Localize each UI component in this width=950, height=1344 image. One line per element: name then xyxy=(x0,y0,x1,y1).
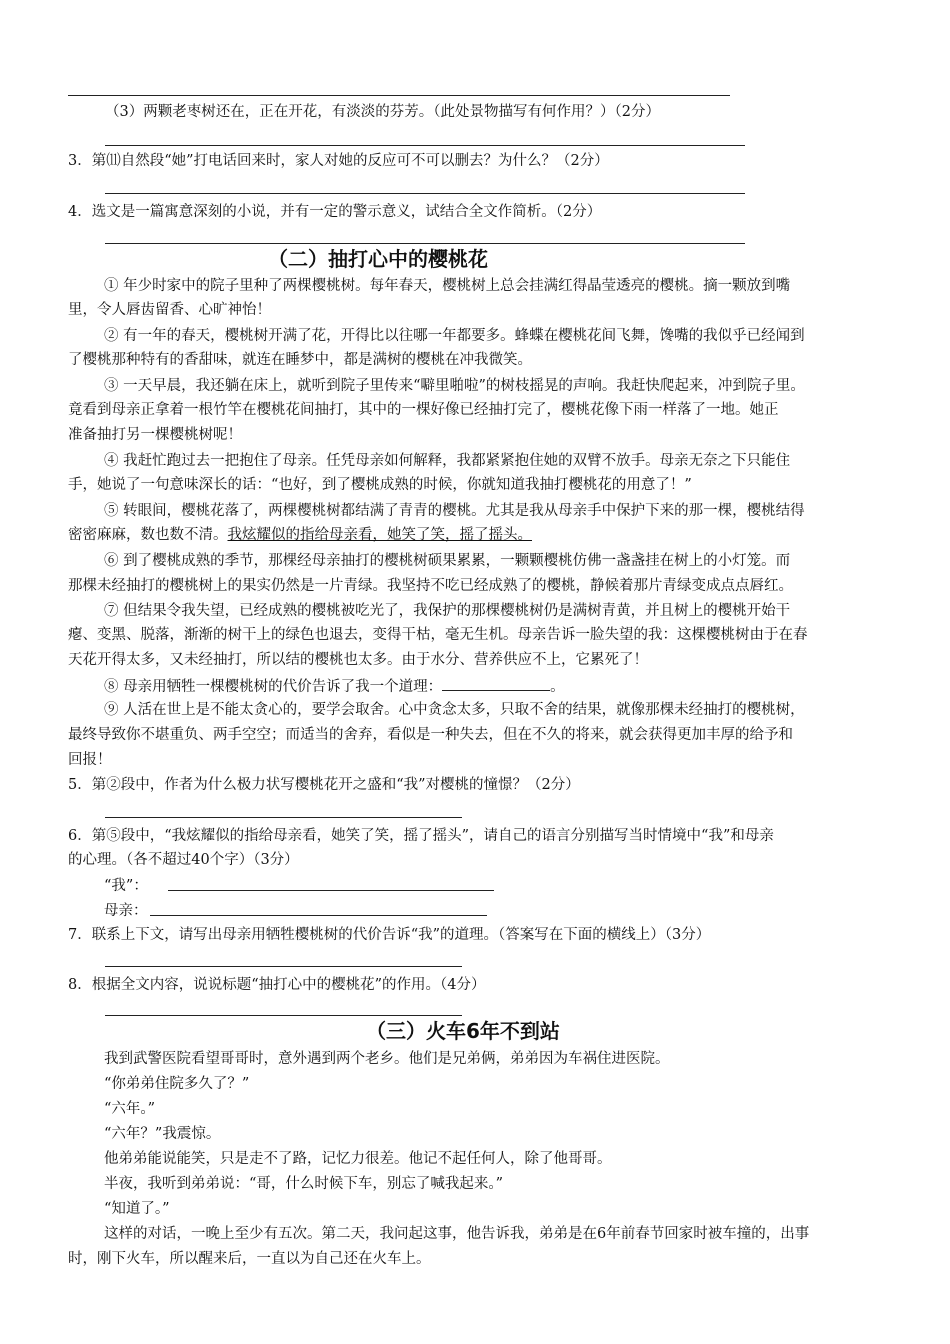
paragraph-7-line: 天花开得太多，又未经抽打，所以结的樱桃也太多。由于水分、营养供应不上，它累死了！ xyxy=(68,652,648,668)
paragraph-3-line: 竟看到母亲正拿着一根竹竿在樱桃花间抽打，其中的一棵好像已经抽打完了，樱桃花像下雨一样落了一地。她正 xyxy=(68,402,779,418)
answer-line[interactable] xyxy=(105,966,462,967)
question-4: 4．选文是一篇寓意深刻的小说，并有一定的警示意义，试结合全文作简析。（2分） xyxy=(68,204,602,220)
story-line: 时，刚下火车，所以醒来后，一直以为自己还在火车上。 xyxy=(68,1251,431,1267)
question-8: 8．根据全文内容，说说标题“抽打心中的樱桃花”的作用。（4分） xyxy=(68,977,486,993)
answer-line[interactable] xyxy=(105,193,745,194)
section-3-title: （三）火车6年不到站 xyxy=(366,1019,560,1043)
question-6-line: 6．第⑤段中，“我炫耀似的指给母亲看，她笑了笑，摇了摇头”，请自己的语言分别描写当时情境中“我”和母亲 xyxy=(68,828,774,844)
question-2-3: （3）两颗老枣树还在，正在开花，有淡淡的芬芳。（此处景物描写有何作用？）（2分） xyxy=(105,104,660,120)
story-line: “六年？”我震惊。 xyxy=(104,1126,221,1142)
fill-in-blank[interactable] xyxy=(442,676,550,691)
paragraph-4-line: ④ 我赶忙跑过去一把抱住了母亲。任凭母亲如何解释，我都紧紧抱住她的双臂不放手。母亲无奈之下只能住 xyxy=(104,453,791,469)
paragraph-8-line xyxy=(104,676,565,697)
story-line: 半夜，我听到弟弟说：“哥，什么时候下车，别忘了喊我起来。” xyxy=(104,1176,504,1192)
paragraph-7-line: 瘪、变黑、脱落，渐渐的树干上的绿色也退去，变得干枯，毫无生机。母亲告诉一脸失望的我：这棵樱桃树由于在春 xyxy=(68,627,808,643)
answer-line-me[interactable] xyxy=(168,890,494,891)
story-line: “六年。” xyxy=(104,1101,156,1117)
paragraph-3-line: 准备抽打另一棵樱桃树呢！ xyxy=(68,427,242,443)
question-6-me-label: “我”： xyxy=(104,878,148,894)
paragraph-8-text: ⑧ 母亲用牺牲一棵樱桃树的代价告诉了我一个道理： xyxy=(104,679,443,695)
paragraph-1-line: ① 年少时家中的院子里种了两棵樱桃树。每年春天，樱桃树上总会挂满红得晶莹透亮的樱桃。摘一颗放到嘴 xyxy=(104,278,791,294)
question-5: 5．第②段中，作者为什么极力状写樱桃花开之盛和“我”对樱桃的憧憬？（2分） xyxy=(68,777,580,793)
story-line: “知道了。” xyxy=(104,1201,170,1217)
paragraph-5-line xyxy=(68,525,532,545)
question-6-mother-label: 母亲： xyxy=(104,903,148,919)
paragraph-6-line: 那棵未经抽打的樱桃树上的果实仍然是一片青绿。我坚持不吃已经成熟了的樱桃，静候着那片青绿变成点点唇红。 xyxy=(68,578,793,594)
story-line: “你弟弟住院多久了？” xyxy=(104,1076,250,1092)
question-7: 7．联系上下文，请写出母亲用牺牲樱桃树的代价告诉“我”的道理。（答案写在下面的横线上）（3分） xyxy=(68,927,711,943)
paragraph-4-line: 手，她说了一句意味深长的话：“也好，到了樱桃成熟的时候，你就知道我抽打樱桃花的用意了！” xyxy=(68,477,692,493)
answer-line[interactable] xyxy=(105,145,745,146)
story-line: 这样的对话，一晚上至少有五次。第二天，我问起这事，他告诉我，弟弟是在6年前春节回家时被车撞的，出事 xyxy=(104,1226,810,1242)
story-line: 他弟弟能说能笑，只是走不了路，记忆力很差。他记不起任何人，除了他哥哥。 xyxy=(104,1151,612,1167)
answer-line-mother[interactable] xyxy=(150,915,487,916)
section-2-title: （二）抽打心中的樱桃花 xyxy=(268,247,488,271)
paragraph-2-line: ② 有一年的春天，樱桃树开满了花，开得比以往哪一年都要多。蜂蝶在樱桃花间飞舞，馋嘴的我似乎已经闻到 xyxy=(104,328,805,344)
paragraph-7-line: ⑦ 但结果令我失望，已经成熟的樱桃被吃光了，我保护的那棵樱桃树仍是满树青黄，并且树上的樱桃开始干 xyxy=(104,603,791,619)
paragraph-2-line: 了樱桃那种特有的香甜味，就连在睡梦中，都是满树的樱桃在冲我微笑。 xyxy=(68,352,532,368)
answer-line[interactable] xyxy=(105,817,462,818)
story-line: 我到武警医院看望哥哥时，意外遇到两个老乡。他们是兄弟俩，弟弟因为车祸住进医院。 xyxy=(104,1051,670,1067)
answer-line[interactable] xyxy=(68,95,730,96)
underlined-sentence: 我炫耀似的指给母亲看，她笑了笑，摇了摇头。 xyxy=(227,527,532,543)
paragraph-9-line: 最终导致你不堪重负、两手空空；而适当的舍弃，看似是一种失去，但在不久的将来，就会获得更加丰厚的给予和 xyxy=(68,727,793,743)
paragraph-9-line: 回报！ xyxy=(68,752,112,768)
paragraph-1-line: 里，令人唇齿留香、心旷神怡！ xyxy=(68,302,271,318)
paragraph-9-line: ⑨ 人活在世上是不能太贪心的，要学会取舍。心中贪念太多，只取不舍的结果，就像那棵未经抽打的樱桃树， xyxy=(104,702,805,718)
question-3: 3．第⑾自然段“她”打电话回来时，家人对她的反应可不可以删去？为什么？（2分） xyxy=(68,153,609,169)
paragraph-5-text: 密密麻麻，数也数不清。 xyxy=(68,527,228,543)
paragraph-5-line: ⑤ 转眼间，樱桃花落了，两棵樱桃树都结满了青青的樱桃。尤其是我从母亲手中保护下来的那一棵，樱桃结得 xyxy=(104,503,805,519)
paragraph-8-end: 。 xyxy=(550,679,565,695)
answer-line[interactable] xyxy=(105,1015,462,1016)
question-6-line: 的心理。（各不超过40个字）（3分） xyxy=(68,852,299,868)
paragraph-6-line: ⑥ 到了樱桃成熟的季节，那棵经母亲抽打的樱桃树硕果累累，一颗颗樱桃仿佛一盏盏挂在树上的小灯笼。而 xyxy=(104,553,791,569)
answer-line[interactable] xyxy=(105,243,745,244)
paragraph-3-line: ③ 一天早晨，我还躺在床上，就听到院子里传来“噼里啪啦”的树枝摇晃的声响。我赶快爬起来，冲到院子里。 xyxy=(104,378,805,394)
